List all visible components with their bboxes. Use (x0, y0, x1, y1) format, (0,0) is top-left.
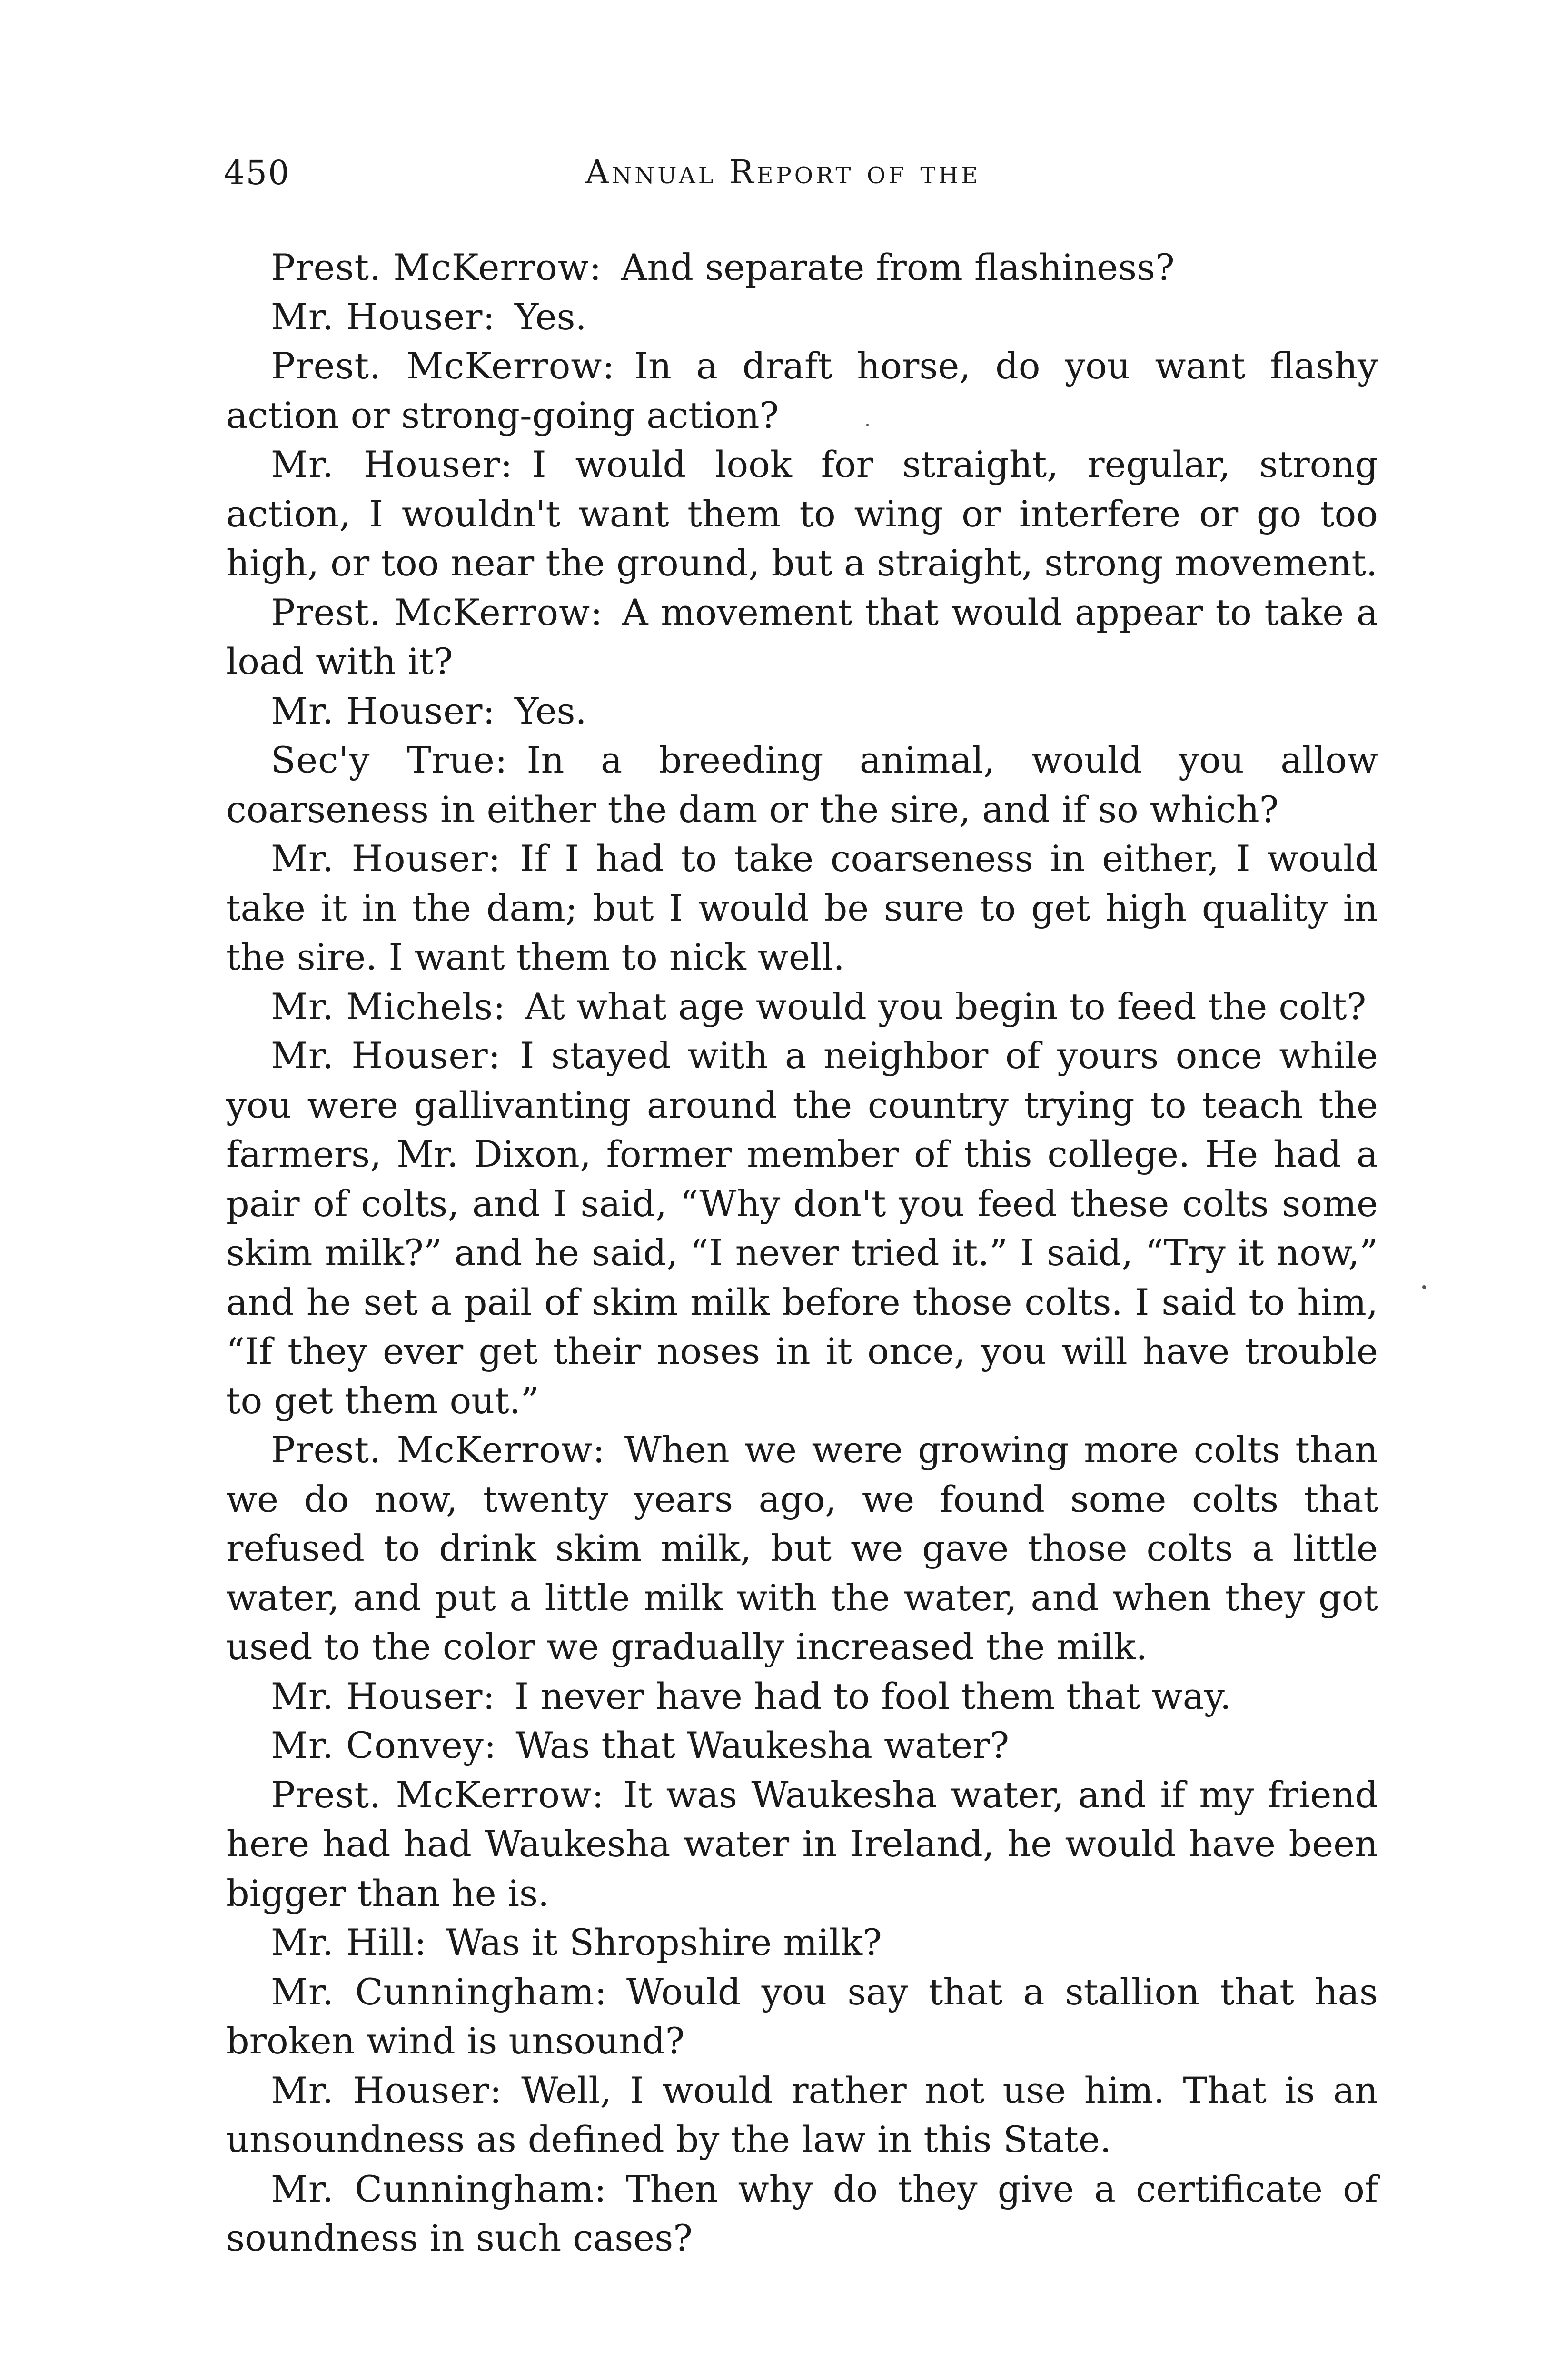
speaker: Prest. McKerrow: (271, 345, 615, 387)
utterance: In a breeding animal, would you allow coarseness in either the dam or the sire, and if so which? (226, 739, 1378, 831)
speaker: Mr. Cunningham: (271, 1970, 607, 2013)
speaker: Mr. Cunningham: (271, 2167, 607, 2210)
utterance: Would you say that a stallion that has broken wind is unsound? (226, 1970, 1378, 2062)
utterance: And separate from flashiness? (621, 246, 1175, 288)
utterance: Was it Shropshire milk? (446, 1921, 882, 1964)
speaker: Prest. McKerrow: (271, 246, 602, 288)
speaker: Mr. Hill: (271, 1921, 427, 1964)
speaker: Mr. Houser: (271, 443, 513, 486)
paragraph (226, 1425, 1378, 1672)
utterance: Yes. (515, 689, 587, 732)
utterance: In a draft horse, do you want flashy action or strong-going action? (226, 345, 1378, 436)
speaker: Mr. Houser: (271, 837, 501, 880)
speaker: Mr. Michels: (271, 985, 506, 1028)
paragraph (226, 1672, 1378, 1721)
paragraph (226, 1031, 1378, 1425)
page-number: 450 (224, 153, 290, 192)
utterance: At what age would you begin to feed the colt? (525, 985, 1367, 1028)
paragraph (226, 243, 1378, 292)
paragraph (226, 834, 1378, 982)
utterance: When we were growing more colts than we do now, twenty years ago, we found some colts that refused to drink skim milk, but we gave those colts a little water, and put a little milk with the water, and when they got used to the color we gradually increased the milk. (226, 1428, 1378, 1668)
paragraph (226, 735, 1378, 834)
speaker: Prest. McKerrow: (271, 591, 603, 634)
speaker: Mr. Houser: (271, 689, 496, 732)
paragraph (226, 982, 1378, 1031)
speaker: Mr. Houser: (271, 2069, 503, 2112)
utterance: I would look for straight, regular, strong action, I wouldn't want them to wing or interfere or go too high, or too near the ground, but a straight, strong movement. (226, 443, 1378, 584)
paragraph (226, 1721, 1378, 1770)
paragraph (226, 2164, 1378, 2263)
paragraph (226, 1918, 1378, 1967)
paragraph (226, 341, 1378, 440)
utterance: Well, I would rather not use him. That is an unsoundness as defined by the law in this State. (226, 2069, 1378, 2161)
paragraph (226, 1967, 1378, 2066)
running-head: Annual Report of the (585, 154, 981, 191)
paragraph (226, 292, 1378, 342)
utterance: Yes. (515, 295, 587, 338)
speaker: Mr. Convey: (271, 1724, 497, 1766)
speaker: Mr. Houser: (271, 295, 496, 338)
utterance: Then why do they give a certificate of soundness in such cases? (226, 2167, 1378, 2259)
paragraph (226, 440, 1378, 588)
utterance: If I had to take coarseness in either, I would take it in the dam; but I would be sure to get high quality in the sire. I want them to nick well. (226, 837, 1378, 978)
utterance: Was that Waukesha water? (515, 1724, 1010, 1766)
speaker: Mr. Houser: (271, 1675, 496, 1717)
speaker: Prest. McKerrow: (271, 1428, 605, 1471)
paragraph (226, 2066, 1378, 2164)
speaker: Mr. Houser: (271, 1034, 501, 1077)
page-header (224, 151, 1385, 208)
transcript-body (226, 243, 1378, 2263)
speaker: Prest. McKerrow: (271, 1773, 605, 1816)
utterance: I stayed with a neighbor of yours once while you were gallivanting around the country trying to teach the farmers, Mr. Dixon, former member of this college. He had a pair of colts, and I said, “Why don't you feed these colts some skim milk?” and he said, “I never tried it.” I said, “Try it now,” and he set a pail of skim milk before those colts. I said to him, “If they ever get their noses in it once, you will have trouble to get them out.” (226, 1034, 1378, 1422)
paragraph (226, 1770, 1378, 1918)
utterance: It was Waukesha water, and if my friend here had had Waukesha water in Ireland, he would have been bigger than he is. (226, 1773, 1378, 1914)
utterance: I never have had to fool them that way. (515, 1675, 1232, 1717)
paragraph (226, 588, 1378, 686)
speaker: Sec'y True: (271, 739, 508, 781)
scan-speck (866, 424, 869, 426)
paragraph (226, 686, 1378, 736)
utterance: A movement that would appear to take a load with it? (226, 591, 1378, 683)
scan-speck (1422, 1285, 1426, 1289)
